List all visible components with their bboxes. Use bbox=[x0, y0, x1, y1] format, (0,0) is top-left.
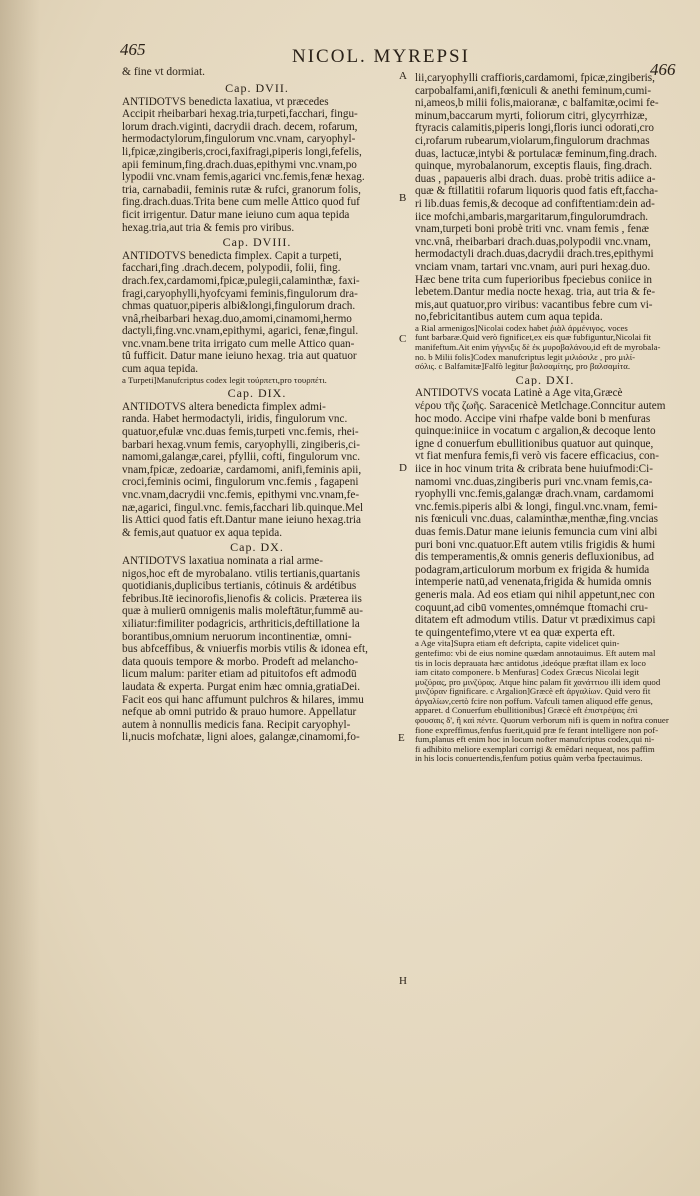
text-line: li,nucis mofchatæ, ligni aloes, galangæ,cinamomi,fo- bbox=[122, 731, 360, 744]
text-line: vt fiat menfura femis,fi verò vis facere efficacius, con- bbox=[415, 450, 659, 463]
text-line: borantibus,omnium neruorum incontinentiæ, omni- bbox=[122, 630, 352, 643]
text-line: bus abfceffibus, & vniuerfis morbis vtilis & idonea eft, bbox=[122, 643, 368, 656]
text-line: hermodactyli drach.duas,dacrydii drach.tres,epithymi bbox=[415, 248, 654, 261]
text-line: lorum drach.viginti, dacrydii drach. decem, rofarum, bbox=[122, 120, 358, 133]
text-line: vnc.vnâ, rheibarbari drach.duas,polypodii vnc.vnam, bbox=[415, 235, 651, 248]
text-line: ficit irrigentur. Datur mane ieiuno cum aqua tepida bbox=[122, 208, 350, 221]
footnote-line: a Age vita]Supra etiam eft defcripta, capite videlicet quin- bbox=[415, 639, 620, 649]
text-line: coquunt,ad cibū vomentes,omnémque ftomachi cru- bbox=[415, 601, 649, 614]
text-line: vnâ,rheibarbari hexag.duo,amomi,cinamomi,hermo bbox=[122, 312, 352, 325]
text-line: namomi,galangæ,carei, pfyllii, cofti, fingulorum vnc. bbox=[122, 451, 360, 464]
text-line: ANTIDOTVS laxatiua nominata a rial arme- bbox=[122, 554, 323, 567]
text-line: puri boni vnc.quatuor.Eft autem vtilis frigidis & humi bbox=[415, 538, 656, 551]
text-line: vnam,turpeti boni probè triti vnc. vnam femis , fenæ bbox=[415, 223, 649, 236]
text-line: no,febricitantibus autem cum aqua tepida. bbox=[415, 311, 603, 324]
text-line: ANTIDOTVS benedicta fimplex. Capit a turpeti, bbox=[122, 249, 342, 262]
text-line: hoc modo. Accipe vini rhafpe valde boni b menfuras bbox=[415, 412, 651, 425]
text-line: quæ & ftillatitii rofarum liquoris quod fatis eft,faccha- bbox=[415, 185, 658, 198]
text-line: ri lib.duas femis,& decoque ad confiftentiam:dein ad- bbox=[415, 197, 655, 210]
margin-mark-b: B bbox=[399, 192, 407, 204]
text-line: vnciam vnam, tartari vnc.vnam, auri puri hexag.duo. bbox=[415, 260, 651, 273]
text-line: ryophylli vnc.femis,galangæ drach.vnam, cardamomi bbox=[415, 488, 654, 501]
text-line: barbari hexag.vnum femis, caryophylli, zingiberis,ci- bbox=[122, 438, 360, 451]
text-line: lypodii vnc.vnam femis,agarici vnc.femis,fenæ hexag. bbox=[122, 171, 365, 184]
text-line: ditatem eft admodum vtilis. Datur vt prædiximus capi bbox=[415, 614, 656, 627]
text-line: næ,agarici, fingul.vnc. femis,facchari lib.quinque.Mel bbox=[122, 501, 364, 514]
text-line: febribus.Itē iecinorofis,lienofis & colicis. Præterea iis bbox=[122, 592, 362, 605]
footnote-line: gentefimo: vbi de eius nomine quædam annotauimus. Eft autem mal bbox=[415, 648, 656, 658]
chapter-heading: Cap. DX. bbox=[230, 541, 284, 554]
text-line: hermodactylorum,fingulorum vnc.vnam, caryophyl- bbox=[122, 133, 356, 146]
text-line: Accipit rheibarbari hexag.tria,turpeti,facchari, fingu- bbox=[122, 108, 358, 121]
text-line: quinque:iniice in vocatum c argalion,& decoque lento bbox=[415, 425, 656, 438]
footnote-line: fi adhibito meliore exemplari corrigi & emēdari nequeat, nos paffim bbox=[415, 744, 655, 754]
footnote-line: tis in locis deprauata hæc antidotus ,ideóque præftat illam ex loco bbox=[415, 658, 646, 668]
footnote-line: manifeftum.Ait enim γήγνιξις δὲ ἐκ μυροβαλάνου,id eft de myrobala- bbox=[415, 343, 661, 353]
text-line: duas , papaueris albi drach. duas. probè tritis adiice a- bbox=[415, 172, 656, 185]
footnote-line: a Turpeti]Manufcriptus codex legit τούρπετι,pro τουρπέτι. bbox=[122, 375, 327, 385]
text-line: fragi,caryophylli,hyofcyami feminis,fingulorum dra- bbox=[122, 287, 358, 300]
margin-mark-a: A bbox=[399, 70, 407, 82]
footnote-line: fum,planus eft enim hoc in locum nofter manufcriptus codex,qui ni- bbox=[415, 735, 655, 745]
text-line: tû fufficit. Datur mane ieiuno hexag. tria aut quatuor bbox=[122, 350, 357, 363]
footnote-line: in his locis conuertendis,fenfum potius quàm verba fpectauimus. bbox=[415, 754, 643, 764]
text-line: chmas quatuor,piperis albi&longi,fingulorum drach. bbox=[122, 300, 356, 313]
text-line: cum aqua tepida. bbox=[122, 363, 199, 376]
text-line: Hæc bene trita cum fuperioribus fpeciebus coniice in bbox=[415, 273, 653, 286]
text-line: nefque ab omni putrido & prauo humore. Appellatur bbox=[122, 706, 357, 719]
footnote-line: μυζύρας, pro μινζύρας. Atque hinc palam fit χανάττιου illi idem quod bbox=[415, 677, 661, 687]
text-line: & femis,aut quatuor ex aqua tepida. bbox=[122, 526, 282, 539]
text-line: ni,ameos,b milii folis,maioranæ, c balfamitæ,ocimi fe- bbox=[415, 97, 659, 110]
text-line: croci,feminis ocimi, fingulorum vnc.femis , fagapeni bbox=[122, 476, 359, 489]
text-line: podagram,articulorum morbum ex frigida & humida bbox=[415, 563, 650, 576]
text-line: quinque, myrobalanorum, exceptis flauis, fing.drach. bbox=[415, 160, 653, 173]
text-line: quatuor,efulæ vnc.duas femis,turpeti vnc.femis, rhei- bbox=[122, 426, 359, 439]
page-shadow bbox=[0, 0, 40, 1196]
text-line: lii,caryophylli craffioris,cardamomi, fpicæ,zingiberis, bbox=[415, 72, 655, 84]
page-number-left: 465 bbox=[120, 40, 146, 59]
left-column bbox=[122, 80, 392, 744]
text-line: nis fœniculi vnc.duas, calaminthæ,menthæ,fing.vncias bbox=[415, 513, 658, 526]
chapter-heading: Cap. DXI. bbox=[515, 373, 575, 387]
chapter-heading: Cap. DVIII. bbox=[222, 236, 292, 249]
text-line: ANTIDOTVS altera benedicta fimplex admi- bbox=[122, 400, 326, 413]
text-line: tria, carnabadii, feminis rutæ & rufci, granorum folis, bbox=[122, 183, 361, 196]
text-line: randa. Habet hermodactyli, iridis, fingulorum vnc. bbox=[122, 413, 348, 426]
margin-mark-e: E bbox=[398, 732, 405, 744]
text-line: vnc.femis.piperis albi & longi, fingul.vnc.vnam, femi- bbox=[415, 500, 658, 513]
chapter-heading: Cap. DIX. bbox=[227, 387, 287, 400]
right-column bbox=[415, 72, 675, 764]
text-line: duas femis.Datur mane ieiunis femuncia cum vini albi bbox=[415, 525, 658, 538]
text-line: nigos,hoc eft de myrobalano. vtilis tertianis,quartanis bbox=[122, 567, 360, 580]
footnote-line: iam citato componere. b Menfuras] Codex Græcus Nicolai legit bbox=[415, 668, 640, 678]
text-line: duas, lactucæ,intybi & portulacæ feminum,fing.drach. bbox=[415, 147, 658, 160]
text-line: ci,rofarum rubearum,violarum,fingulorum drachmas bbox=[415, 134, 650, 147]
text-line: vnam,fpicæ, zedoariæ, cardamomi, anifi,feminis apii, bbox=[122, 463, 362, 476]
text-line: lebetem.Dantur media nocte hexag. tria, aut tria & fe- bbox=[415, 286, 656, 299]
text-line: mis,aut quatuor,pro viribus: vacantibus febre cum vi- bbox=[415, 298, 653, 311]
text-line: hexag.tria,aut tria & femis pro viribus. bbox=[122, 221, 295, 234]
footnote-line: ἀργαλίων,certò fcire non poffum. Vafculi tamen aliquod effe genus, bbox=[415, 696, 653, 706]
footnote-line: no. b Milii folis]Codex manufcriptus legit μιλιόσιλε , pro μιλί- bbox=[415, 352, 636, 362]
footnote-line: σόλις. c Balfamitæ]Falfò legitur βαλσαμίτης, pro βαλσαμίτα. bbox=[415, 362, 631, 372]
text-line: ANTIDOTVS benedicta laxatiua, vt præcedes bbox=[122, 95, 329, 108]
text-line: xiliatur:fimiliter podagricis, arthriticis,deftillatione la bbox=[122, 617, 360, 630]
catchline: & fine vt dormiat. bbox=[122, 66, 206, 78]
text-line: lis Attici quod fatis eft.Dantur mane ieiuno hexag.tria bbox=[122, 514, 361, 527]
text-line: Facit eos qui hanc affumunt pulchros & hilares, immu bbox=[122, 693, 364, 706]
text-line: ftyracis calamitis,piperis longi,floris iunci odorati,cro bbox=[415, 122, 654, 135]
text-line: minum,baccarum myrti, foliorum citri, glycyrrhizæ, bbox=[415, 109, 648, 122]
text-line: intemperie natū,ad venenata,frigida & humida omnis bbox=[415, 576, 652, 589]
text-line: carpobalfami,anifi,fœniculi & anethi feminum,cumi- bbox=[415, 84, 652, 97]
footnote-line: a Rial armenigos]Nicolai codex habet ῥιὰλ ἀρμένιγος. voces bbox=[415, 323, 628, 333]
text-line: drach.fex,cardamomi,fpicæ,pulegii,calaminthæ, faxi- bbox=[122, 274, 360, 287]
text-line: apii feminum,fing.drach.duas,epithymi vnc.vnam,po bbox=[122, 158, 357, 171]
chapter-heading: Cap. DVII. bbox=[225, 82, 289, 95]
margin-mark-d: D bbox=[399, 462, 407, 474]
footnote-line: apparet. d Conuerfum ebullitionibus] Græcè eft ἐπιστρέψας ἐπὶ bbox=[415, 706, 638, 716]
text-line: iice in hoc vinum trita & cribrata bene huiufmodi:Ci- bbox=[415, 463, 653, 475]
text-line: ANTIDOTVS vocata Latinè a Age vita,Græcè bbox=[415, 387, 623, 400]
text-line: data quouis tempore & morbo. Prodeft ad melancho- bbox=[122, 655, 359, 668]
text-line: facchari,fing .drach.decem, polypodii, folii, fing. bbox=[122, 262, 341, 275]
text-line: te quingentefimo,vtere vt ea quæ experta eft. bbox=[415, 626, 616, 639]
text-line: vnc.vnam,dacrydii vnc.femis, epithymi vnc.vnam,fe- bbox=[122, 489, 360, 501]
text-line: namomi vnc.duas,zingiberis puri vnc.vnam femis,ca- bbox=[415, 475, 653, 488]
margin-mark-h: H bbox=[399, 975, 407, 987]
text-line: iice mofchi,ambaris,margaritarum,fingulorumdrach. bbox=[415, 210, 649, 223]
margin-mark-c: C bbox=[399, 333, 407, 345]
footnote-line: φουσαις δ', ἢ καὶ πέντε. Quorum verborum nifi is quem in noftra conuer bbox=[415, 716, 669, 726]
footnote-line: fione expreffimus,fenfus fuerit,quid præ fe ferant intelligere non pof- bbox=[415, 725, 659, 735]
text-line: fing.drach.duas.Trita bene cum melle Attico quod fuf bbox=[122, 196, 360, 209]
text-line: dactyli,fing.vnc.vnam,epithymi, agarici, fenæ,fingul. bbox=[122, 325, 359, 338]
text-line: igne d conuerfum ebullitionibus quatuor aut quinque, bbox=[415, 437, 654, 450]
text-line: laudata & experta. Purgat enim hæc omnia,gratiaDei. bbox=[122, 680, 361, 693]
footnote-line: funt barbaræ.Quid verò fignificet,ex eis quæ fubfiguntur,Nicolai fit bbox=[415, 333, 652, 343]
page-number-right: 466 bbox=[650, 60, 676, 79]
text-line: autem à nonnullis medicis fana. Recipit caryophyl- bbox=[122, 718, 351, 731]
footnote-line: μινζύραν fignificare. c Argalion]Græcè eft ἀργαλίων. Quid vero fit bbox=[415, 687, 651, 697]
text-line: vnc.vnam.bene trita irrigato cum melle Attico quan- bbox=[122, 337, 355, 350]
running-head: NICOL. MYREPSI bbox=[292, 46, 470, 67]
text-line: quæ à mulierū omnigenis malis moleftātur,fummē au- bbox=[122, 605, 363, 618]
text-line: li,fpicæ,zingiberis,croci,faxifragi,piperis longi,fefelis, bbox=[122, 145, 362, 158]
text-line: quotidianis,duplicibus tertianis, cótinuis & ardétibus bbox=[122, 580, 357, 593]
text-line: νέρου τῆς ζωῆς. Saracenicè Metlchage.Conncitur autem bbox=[415, 400, 666, 413]
text-line: generis mala. Ad eos etiam qui nihil appetunt,nec con bbox=[415, 588, 655, 601]
text-line: dis temperamentis,& omnis generis defluxionibus, ad bbox=[415, 551, 654, 564]
text-line: licum malum: pariter etiam ad pituitofos eft admodū bbox=[122, 668, 357, 681]
